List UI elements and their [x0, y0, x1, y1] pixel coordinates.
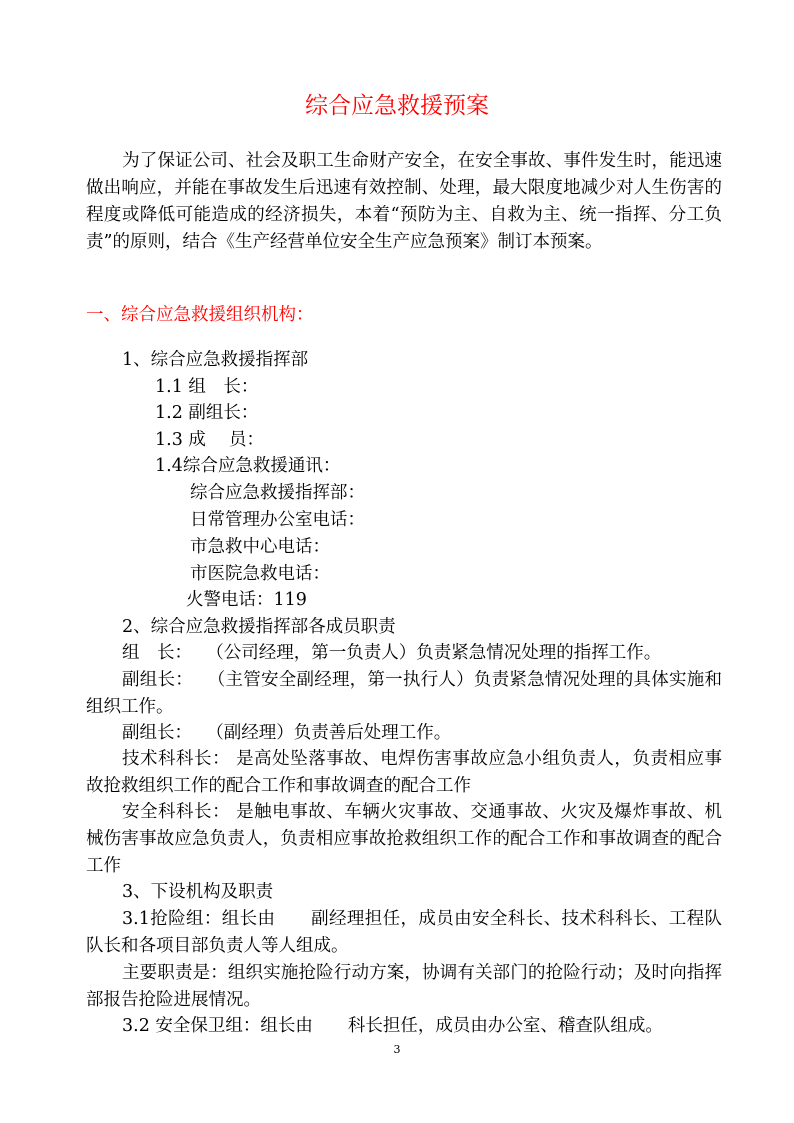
tel-emergency: 市急救中心电话：	[190, 537, 330, 557]
duty-safety: 安全科科长： 是触电事故、车辆火灾事故、交通事故、火灾及爆炸事故、机械伤害事故应急负责人，负责相应事故抢救组织工作的配合工作和事故调查的配合工作	[86, 802, 722, 876]
rescue-group: 3.1抢险组：组长由 副经理担任，成员由安全科长、技术科科长、工程队队长和各项目部负责人等人组成。	[86, 909, 722, 956]
intro-paragraph	[86, 148, 722, 256]
tel-hospital: 市医院急救电话：	[190, 564, 330, 584]
item-1: 1、综合应急救援指挥部	[122, 350, 309, 370]
security-group: 3.2 安全保卫组：组长由 科长担任，成员由办公室、稽查队组成。	[122, 1016, 663, 1036]
tel-office: 日常管理办公室电话：	[190, 510, 365, 530]
duty-deputy-1: 副组长： （主管安全副经理，第一执行人）负责紧急情况处理的具体实施和组织工作。	[86, 670, 722, 717]
tel-fire: 火警电话：119	[186, 590, 307, 610]
duty-deputy-2: 副组长： （副经理）负责善后处理工作。	[122, 723, 452, 743]
item-3: 3、下设机构及职责	[122, 882, 274, 902]
document-title: 综合应急救援预案	[305, 93, 489, 119]
item-1-4: 1.4综合应急救援通讯：	[155, 456, 341, 476]
rescue-duty: 主要职责是：组织实施抢险行动方案，协调有关部门的抢险行动；及时向指挥部报告抢险进展情况。	[86, 963, 722, 1010]
duty-leader: 组 长： （公司经理，第一负责人）负责紧急情况处理的指挥工作。	[122, 643, 662, 663]
item-1-2: 1.2 副组长：	[155, 403, 259, 423]
intro-text: 为了保证公司、社会及职工生命财产安全，在安全事故、事件发生时，能迅速做出响应，并能在事故发生后迅速有效控制、处理，最大限度地减少对人生伤害的程度或降低可能造成的经济损失，本着“预防为主、自救为主、统一指挥、分工负责”的原则，结合《生产经营单位安全生产应急预案》制订本预案。	[86, 151, 722, 252]
tel-hq: 综合应急救援指挥部：	[190, 483, 365, 503]
duty-tech: 技术科科长： 是高处坠落事故、电焊伤害事故应急小组负责人，负责相应事故抢救组织工作的配合工作和事故调查的配合工作	[86, 749, 722, 796]
page-number: 3	[393, 1043, 401, 1056]
item-1-3: 1.3 成 员：	[155, 430, 264, 450]
item-1-1: 1.1 组 长：	[155, 377, 259, 397]
section-heading-1: 一、综合应急救援组织机构：	[86, 305, 314, 325]
item-2: 2、综合应急救援指挥部各成员职责	[122, 617, 396, 637]
